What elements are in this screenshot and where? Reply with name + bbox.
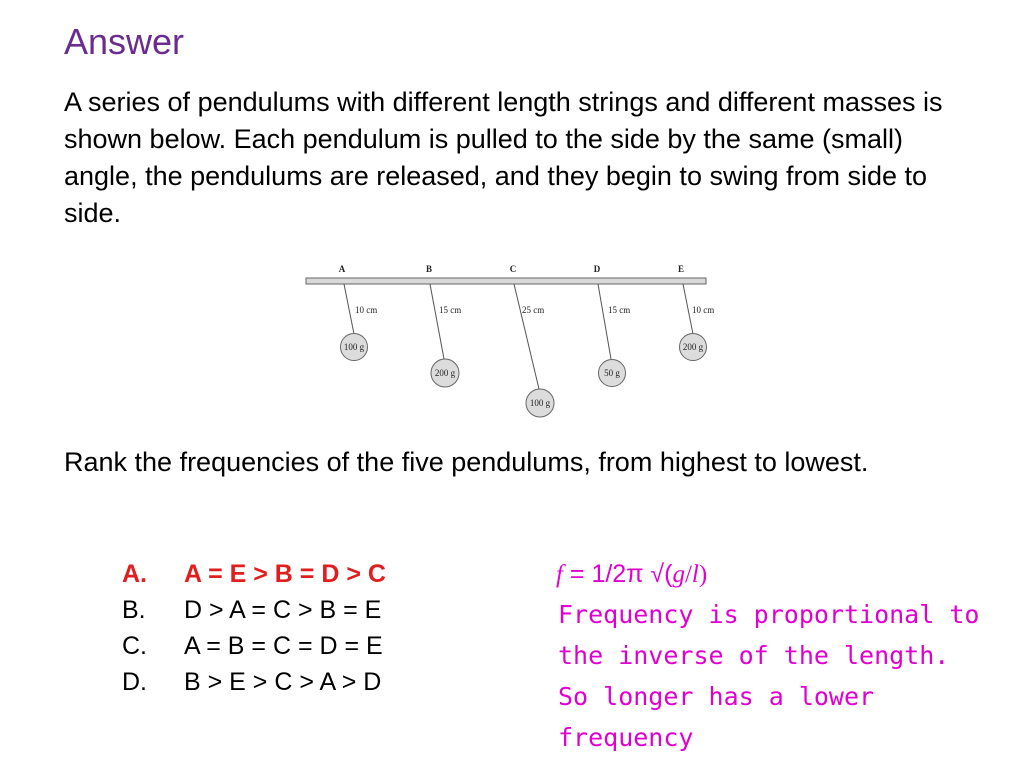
pendulum-e-mass: 200 g (682, 342, 704, 352)
support-bar (306, 278, 706, 284)
explanation-line: frequency (558, 723, 694, 752)
option-text: B > E > C > A > D (184, 668, 382, 696)
option-b (122, 592, 386, 628)
option-letter: D. (122, 668, 147, 696)
answer-options (122, 556, 386, 700)
pendulum-e-bob (680, 334, 707, 361)
option-text: A = E > B = D > C (184, 560, 386, 588)
explanation-line: the inverse of the length. (558, 641, 950, 670)
pendulum-a-bob (341, 334, 368, 361)
option-letter: B. (122, 596, 146, 624)
question-text: Rank the frequencies of the five pendulums, from highest to lowest. (64, 447, 869, 477)
pendulum-c-string (514, 284, 539, 389)
option-text: A = B = C = D = E (184, 632, 383, 660)
formula-l: l (691, 561, 699, 588)
intro-paragraph: A series of pendulums with different length strings and different masses is shown below. Each pendulum is pulled to the side by the same (small) angle, the pendulums are released, and they begin to swing from side to side. (64, 87, 943, 228)
pendulum-d-label: D (593, 264, 601, 274)
option-c (122, 628, 386, 664)
pendulum-a-length: 10 cm (355, 305, 378, 315)
pendulum-b-mass: 200 g (434, 368, 456, 378)
pendulum-d-string (598, 284, 611, 359)
explanation-line: Frequency is proportional to (558, 600, 980, 629)
pendulum-d-mass: 50 g (604, 368, 620, 378)
frequency-formula (556, 556, 707, 593)
formula-slash: / (684, 561, 692, 588)
option-text: D > A = C > B = E (184, 596, 382, 624)
pendulum-c-length: 25 cm (522, 305, 545, 315)
pendulum-b-length: 15 cm (439, 305, 462, 315)
formula-f: f (556, 561, 563, 588)
formula-close: ) (698, 561, 708, 588)
pendulum-d-bob (599, 360, 626, 387)
pendulum-e-length: 10 cm (692, 305, 715, 315)
pendulum-a-mass: 100 g (343, 342, 365, 352)
formula-body: = 1/2π √( (569, 560, 673, 588)
pendulum-e-label: E (677, 264, 685, 274)
option-a (122, 556, 386, 592)
pendulum-c-mass: 100 g (529, 398, 551, 408)
pendulum-b-label: B (425, 264, 433, 274)
option-letter: C. (122, 632, 147, 660)
pendulum-b-string (430, 284, 444, 359)
formula-g: g (672, 561, 685, 588)
pendulum-c-label: C (509, 264, 517, 274)
pendulum-a-label: A (338, 264, 346, 274)
pendulum-c-bob (526, 389, 554, 417)
pendulum-b-bob (431, 359, 459, 387)
pendulum-d-length: 15 cm (608, 305, 631, 315)
slide-title: Answer (64, 21, 185, 62)
explanation-text (558, 594, 1018, 758)
option-d (122, 664, 386, 700)
pendulum-figure (300, 258, 720, 428)
option-letter: A. (122, 560, 147, 588)
pendulum-a-string (344, 284, 354, 334)
explanation-line: So longer has a lower (558, 682, 875, 711)
